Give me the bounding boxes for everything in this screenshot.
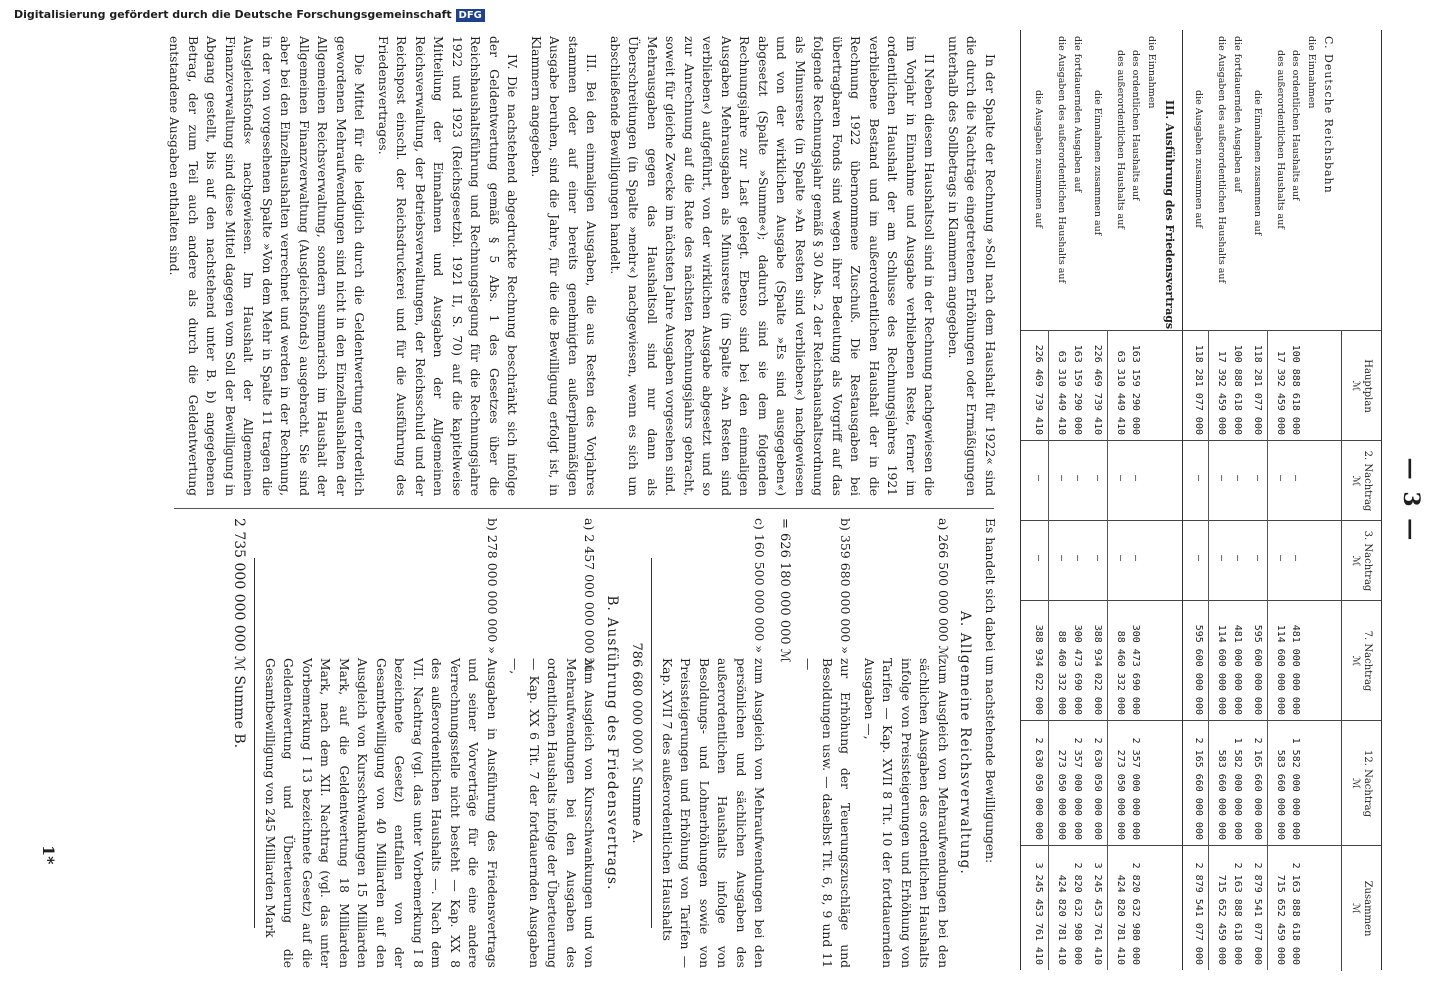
table-cell: 2 879 541 077 000 <box>1252 862 1263 965</box>
column-header: 12. Nachtrag ℳ <box>1341 721 1381 846</box>
table-cell: 63 310 449 410 <box>1056 350 1067 435</box>
item-letter: a) <box>582 518 598 531</box>
row-label: die fortdauernden Ausgaben auf <box>1072 36 1083 193</box>
table-cell: 163 159 290 000 <box>1130 344 1141 435</box>
list-item <box>506 518 599 968</box>
intro-line: Es handelt sich dabei um nachstehende Bewilligungen: <box>983 518 997 864</box>
table-cell: 17 392 459 000 <box>1216 350 1227 435</box>
paragraph: III. Bei den einmaligen Ausgaben, die aus Resten des Vorjahres stammen oder auf einer bereits genehmigten außerplanmäßigen Ausgabe beruhen, sind die Jahre, für die die Bewilligung erfolgt ist, in Klammern angegeben. <box>529 36 599 496</box>
table-cell: — <box>1056 474 1067 482</box>
table-cell: — <box>1130 474 1141 482</box>
column-header: 7. Nachtrag ℳ <box>1341 601 1381 721</box>
row-label: des außerordentlichen Haushalts auf <box>1275 50 1286 229</box>
table-cell: 2 820 632 980 000 <box>1072 862 1083 965</box>
table-cell: — <box>1232 554 1243 562</box>
table-cell: 114 600 000 000 <box>1216 624 1227 715</box>
digitization-text: Digitalisierung gefördert durch die Deutsche Forschungsgemeinschaft <box>14 8 452 21</box>
row-label: des ordentlichen Haushalts auf <box>1290 50 1301 201</box>
table-cell: — <box>1216 474 1227 482</box>
paragraph: Die Mittel für die lediglich durch die Geldentwertung erforderlich gewordenen Mehraufwendungen sind nicht in den Einzelhaushalten der Allgemeinen Reichsverwaltung, sondern summarisch im Haushalt der Allgemeinen Finanzverwaltung (Ausgleichsfonds) ausgebracht. Sie sind aber bei den Einzelhaushalten verrechnet und werden in der Rechnung, in der von vorgesehenen Spalte »Von dem Mehr in Spalte 11 tragen die Ausgleichsfonds« nachgewiesen. Im Haushalt der Allgemeinen Finanzverwaltung sind diese Mittel dagegen vom Soll der Bewilligung in Abgang gestellt, bis auf den nachstehend unter B. b) angegebenen Betrag, der zum Teil auch andere als durch die Geldentwertung entstandene Ausgaben enthalten sind. <box>167 36 367 496</box>
list-item <box>261 518 502 968</box>
item-description: Ausgaben in Ausführung des Friedensvertrags und seiner Vorverträge für die eine andere Verrechnungsstelle nicht besteht — Kap. XX 8 des außerordentlichen Haushalts —. Nach dem VII. Nachtrag (vgl. das unter Vorbemerkung I 8 bezeichnete Gesetz) entfallen von der Gesamtbewilligung von 40 Milliarden auf den Ausgleich von Kursschwankungen 15 Milliarden Mark, auf die Geldentwertung 18 Milliarden Mark, nach dem XII. Nachtrag (vgl. das unter Vorbemerkung I 13 bezeichnete Gesetz) auf die Geldentwertung und Überteuerung die Gesamtbewilligung von 245 Milliarden Mark <box>263 658 499 968</box>
table-cell: 595 600 000 000 <box>1193 624 1204 715</box>
table-cell: — <box>1033 554 1044 562</box>
row-label: des ordentlichen Haushalts auf <box>1130 50 1141 201</box>
item-description: zum Ausgleich von Kursschwankungen und von Mehraufwendungen bei den Ausgaben des ordentlichen Haushalts infolge der Überteuerung — Kap. XX 6 Tit. 7 der fortdauernden Ausgaben —, <box>508 658 597 968</box>
table-cell: — <box>1252 554 1263 562</box>
table-cell: 481 000 000 000 <box>1232 624 1243 715</box>
table-cell: 300 473 690 000 <box>1130 624 1141 715</box>
table-cell: 1 582 000 000 000 <box>1232 737 1243 840</box>
paragraph: IV. Die nachstehend abgedruckte Rechnung beschränkt sich infolge der Geldentwertung gemäß § 5 Abs. 1 des Gesetzes über die Reichshaushaltsführung und Rechnungslegung für die Rechnungsjahre 1922 und 1923 (Reichsgesetzbl. 1921 II, S. 70) auf die kapitelweise Mitteilung der Einnahmen und Ausgaben der Allgemeinen Reichsverwaltung, der Betriebsverwaltungen, der Reichsschuld und der Reichspost einschl. der Reichsdruckerei und für die Ausführung des Friedensvertrages. <box>376 36 520 496</box>
sum-rule <box>1208 330 1209 970</box>
signature-mark: 1* <box>39 845 58 865</box>
table-cell: 715 652 459 000 <box>1275 874 1286 965</box>
table-cell: — <box>1092 474 1103 482</box>
table-cell: 63 310 449 410 <box>1115 350 1126 435</box>
column-header: Zusammen ℳ <box>1341 846 1381 971</box>
table-cell: 2 163 888 618 000 <box>1290 862 1301 965</box>
sum-rule <box>1267 330 1268 970</box>
table-cell: 481 000 000 000 <box>1290 624 1301 715</box>
table-cell: 388 934 022 000 <box>1033 624 1044 715</box>
item-description: zum Ausgleich von Mehraufwendungen bei den sächlichen Ausgaben des ordentlichen Haushalts infolge von Preissteigerungen und Erhöhung von Tarifen — Kap. XVII 8 Tit. 10 der fortdauernden Ausgaben —, <box>862 658 950 968</box>
table-cell: 388 934 022 000 <box>1092 624 1103 715</box>
item-amount: 266 500 000 000 ℳ <box>936 534 951 660</box>
table-cell: 715 652 459 000 <box>1216 874 1227 965</box>
table-cell: 2 357 000 000 000 <box>1130 737 1141 840</box>
row-label: die Einnahmen zusammen auf <box>1252 90 1263 236</box>
table-cell: 300 473 690 000 <box>1072 624 1083 715</box>
column-hauptplan <box>1021 330 1381 441</box>
table-cell: — <box>1033 474 1044 482</box>
item-letter: c) <box>752 518 768 530</box>
paragraph: II Neben diesem Haushaltsoll sind in der Rechnung nachgewiesen die im Vorjahr in Einnahme und Ausgabe verbliebenen Reste, ferner im ordentlichen Haushalt der am Schlusse des Rechnungsjahres 1921 verbliebene Bestand und im außerordentlichen Haushalt der in die Rechnung 1922 übernommene Zuschuß. Die Restausgaben bei übertragbaren Fonds sind wegen ihrer Bedeutung als Vorgriff auf das folgende Rechnungsjahr gemäß § 30 Abs. 2 der Reichshaushaltsordnung als Minusreste (in Spalte »An Resten sind verblieben«) nachgewiesen und von der wirklichen Ausgabe (Spalte »Es sind ausgegeben«) abgesetzt (Spalte »Summe«); dadurch sind sie dem folgenden Rechnungsjahre zur Last gelegt. Ebenso sind bei den einmaligen Ausgaben Mehrausgaben als Minusreste (in Spalte »An Resten sind verblieben«) aufgeführt, von der wirklichen Ausgabe abgesetzt und so zur Anrechnung auf die Rate des nächsten Rechnungsjahrs gebracht, soweit für gleiche Zwecke im nächsten Jahre Ausgaben vorgesehen sind. Mehrausgaben gegen das Haushaltsoll sind nur dann als Überschreitungen (in Spalte »mehr«) nachgewiesen, wenn es sich um abschließende Bewilligungen handelt. <box>608 36 937 496</box>
table-cell: 100 888 618 000 <box>1232 344 1243 435</box>
table-cell: — <box>1072 474 1083 482</box>
table-cell: — <box>1115 474 1126 482</box>
item-letter: b) <box>485 518 500 531</box>
table-cell: — <box>1216 554 1227 562</box>
row-label: die Einnahmen <box>1306 36 1317 109</box>
section-c-heading: C. Deutsche Reichsbahn <box>1322 36 1335 194</box>
table-cell: — <box>1092 554 1103 562</box>
paragraph: In der Spalte der Rechnung »Soll nach dem Haushalt für 1922« sind die durch die Nachträge eingetretenen Erhöhungen oder Ermäßigungen unterhalb des Sollbetrags in Klammern angegeben. <box>946 36 997 496</box>
table-cell: 88 460 332 000 <box>1115 630 1126 715</box>
table-cell: — <box>1193 554 1204 562</box>
table-cell: 273 050 000 000 <box>1115 749 1126 840</box>
budget-table <box>1020 30 1382 970</box>
column-nachtrag-7 <box>1021 600 1381 721</box>
table-cell: 163 159 290 000 <box>1072 344 1083 435</box>
row-label: die fortdauernden Ausgaben auf <box>1232 36 1243 193</box>
total-b: 2 735 000 000 000 ℳ Summe B. <box>231 518 248 749</box>
subtotal-a: 786 680 000 000 ℳ Summe A. <box>629 642 645 844</box>
column-zusammen <box>1021 845 1381 971</box>
row-label: die Ausgaben zusammen auf <box>1033 90 1044 228</box>
table-cell: 2 163 888 618 000 <box>1232 862 1243 965</box>
row-label: die Einnahmen zusammen auf <box>1092 90 1103 236</box>
list-item <box>799 518 855 968</box>
table-cell: 2 357 000 000 000 <box>1072 737 1083 840</box>
table-cell: 424 820 781 410 <box>1115 874 1126 965</box>
item-amount: 160 500 000 000 » <box>752 533 768 653</box>
sum-rule <box>652 558 653 928</box>
digitization-note <box>14 8 1014 22</box>
sum-rule <box>1048 330 1049 970</box>
dfg-logo-icon: DFG <box>456 9 485 22</box>
table-cell: 17 392 459 000 <box>1275 350 1286 435</box>
table-cell: 2 820 632 980 000 <box>1130 862 1141 965</box>
item-amount: 278 000 000 000 » <box>485 534 500 654</box>
row-label: die Ausgaben des außerordentlichen Haushalts auf <box>1216 36 1227 284</box>
column-nachtrag-12 <box>1021 720 1381 846</box>
table-cell: 1 582 000 000 000 <box>1290 737 1301 840</box>
table-cell: 595 600 000 000 <box>1252 624 1263 715</box>
table-cell: 88 460 332 000 <box>1056 630 1067 715</box>
table-cell: 273 050 000 000 <box>1056 749 1067 840</box>
table-cell: 2 630 050 000 000 <box>1092 737 1103 840</box>
column-header: 2. Nachtrag ℳ <box>1341 441 1381 521</box>
item-description: zum Ausgleich von Mehraufwendungen bei den persönlichen und sächlichen Ausgaben des außerordentlichen Haushalts infolge von Besoldungs- und Lohnerhöhungen sowie von Preissteigerungen und Erhöhung von Tarifen — Kap. XVII 7 des außerordentlichen Haushalts <box>660 658 767 968</box>
sum-rule <box>255 558 256 928</box>
table-cell: — <box>1275 554 1286 562</box>
item-amount: 359 680 000 000 » <box>838 534 854 654</box>
column-header: Hauptplan ℳ <box>1341 331 1381 441</box>
list-item <box>658 518 769 968</box>
table-cell: — <box>1115 554 1126 562</box>
table-cell: 2 165 660 000 000 <box>1252 737 1263 840</box>
item-amount: 2 457 000 000 000 ℳ <box>582 534 598 671</box>
table-cell: 583 660 000 000 <box>1275 749 1286 840</box>
row-label: die Ausgaben zusammen auf <box>1193 90 1204 228</box>
section-a-heading: A. Allgemeine Reichsverwaltung. <box>957 610 974 876</box>
section-rule <box>1182 30 1183 970</box>
column-divider <box>174 508 994 509</box>
table-cell: 583 660 000 000 <box>1216 749 1227 840</box>
page-number: — 3 — <box>1398 457 1424 543</box>
section-iii-heading: III. Ausführung des Friedensvertrags <box>1163 100 1176 330</box>
item-letter: b) <box>838 518 854 531</box>
left-text-column <box>160 36 999 496</box>
table-cell: 3 245 453 761 410 <box>1092 862 1103 965</box>
table-cell: 118 281 077 000 <box>1252 344 1263 435</box>
table-cell: 114 600 000 000 <box>1275 624 1286 715</box>
table-cell: 2 879 541 077 000 <box>1193 862 1204 965</box>
table-cell: — <box>1232 474 1243 482</box>
right-text-column <box>224 518 999 968</box>
table-cell: — <box>1275 474 1286 482</box>
table-cell: — <box>1193 474 1204 482</box>
table-cell: 100 888 618 000 <box>1290 344 1301 435</box>
item-letter: a) <box>936 518 951 531</box>
table-cell: 118 281 077 000 <box>1193 344 1204 435</box>
subtotal-line: = 626 180 000 000 ℳ <box>777 518 792 663</box>
item-description: zur Erhöhung der Teuerungszuschläge und Besoldungen usw. — daselbst Tit. 6, 8, 9 und 11 — <box>801 658 853 968</box>
row-label: die Ausgaben des außerordentlichen Haushalts auf <box>1056 36 1067 284</box>
section-b-heading: B. Ausführung des Friedensvertrags. <box>604 595 620 891</box>
table-cell: — <box>1290 554 1301 562</box>
table-cell: — <box>1252 474 1263 482</box>
table-cell: — <box>1072 554 1083 562</box>
table-cell: 226 469 739 410 <box>1033 344 1044 435</box>
column-header: 3. Nachtrag ℳ <box>1341 521 1381 601</box>
table-cell: 3 245 453 761 410 <box>1033 862 1044 965</box>
table-cell: 424 820 781 410 <box>1056 874 1067 965</box>
list-item <box>860 518 953 968</box>
sum-rule <box>1107 330 1108 970</box>
column-nachtrag-3 <box>1021 520 1381 601</box>
table-cell: — <box>1290 474 1301 482</box>
column-nachtrag-2 <box>1021 440 1381 521</box>
table-cell: — <box>1130 554 1141 562</box>
table-cell: 226 469 739 410 <box>1092 344 1103 435</box>
table-cell: — <box>1056 554 1067 562</box>
table-cell: 2 165 660 000 000 <box>1193 737 1204 840</box>
row-label: des außerordentlichen Haushalts auf <box>1115 50 1126 229</box>
table-cell: 2 630 050 000 000 <box>1033 737 1044 840</box>
row-label: die Einnahmen <box>1146 36 1157 109</box>
